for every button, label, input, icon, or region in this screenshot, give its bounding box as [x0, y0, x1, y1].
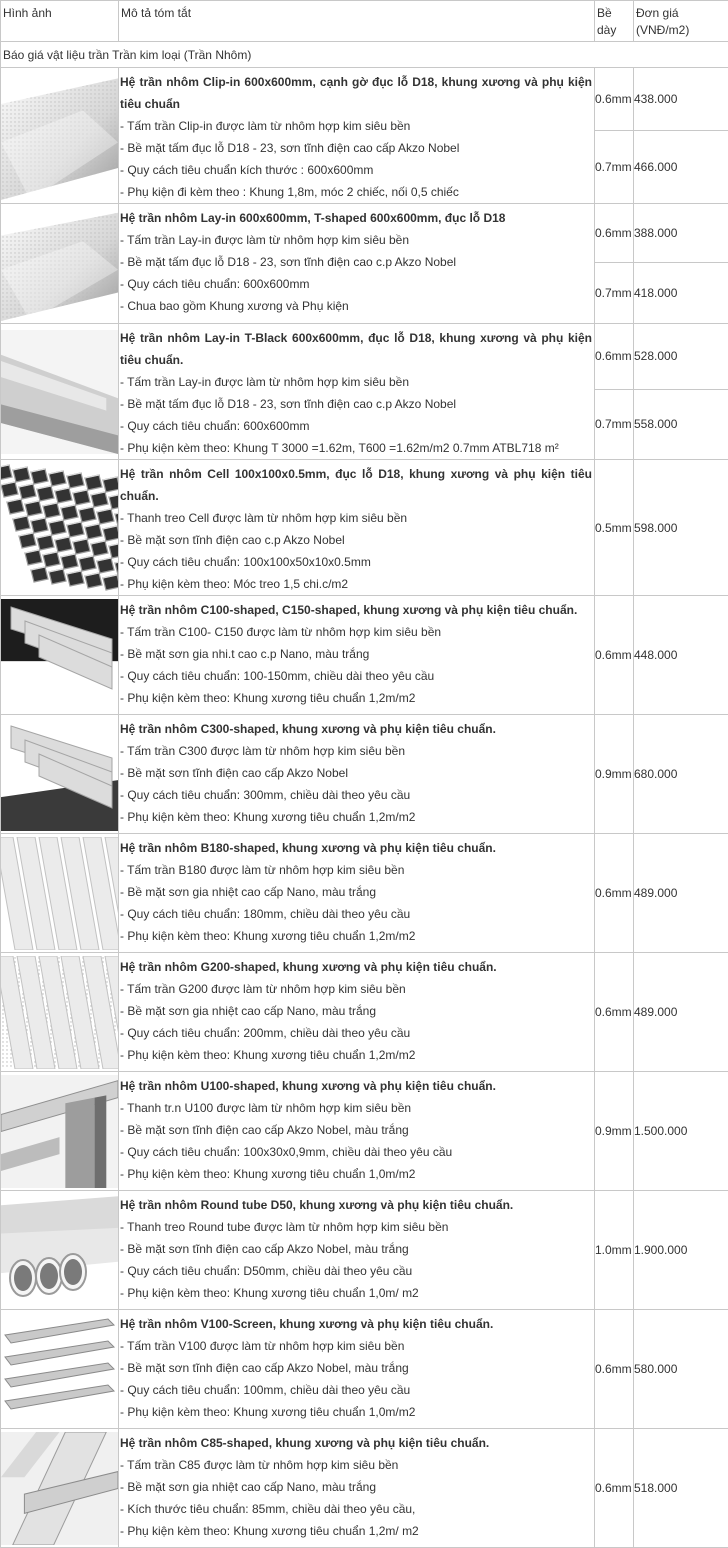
product-spec-line: - Tấm trần B180 được làm từ nhôm hợp kim siêu bền — [120, 859, 594, 881]
product-spec-line: - Phụ kiện kèm theo: Khung xương tiêu chuẩn 1,0m/ m2 — [120, 1282, 594, 1304]
product-image — [1, 718, 118, 831]
product-row — [1, 715, 728, 834]
product-image-cell — [1, 834, 119, 953]
price-cell: 418.000 — [634, 263, 728, 324]
product-spec-line: - Quy cách tiêu chuẩn: 100x30x0,9mm, chiều dài theo yêu cầu — [120, 1141, 594, 1163]
product-description — [119, 715, 595, 834]
product-image-cell — [1, 460, 119, 596]
product-title: Hệ trần nhôm V100-Screen, khung xương và phụ kiện tiêu chuẩn. — [120, 1313, 594, 1335]
product-image — [1, 837, 118, 950]
product-spec-line: - Quy cách tiêu chuẩn kích thước : 600x600mm — [120, 159, 594, 181]
product-spec-line: - Quy cách tiêu chuẩn: 600x600mm — [120, 273, 594, 295]
header-row — [1, 1, 728, 42]
price-cell: 489.000 — [634, 834, 728, 953]
price-cell: 388.000 — [634, 204, 728, 263]
thickness-cell: 0.6mm — [595, 1310, 634, 1429]
thickness-cell: 0.9mm — [595, 715, 634, 834]
product-title: Hệ trần nhôm C100-shaped, C150-shaped, khung xương và phụ kiện tiêu chuẩn. — [120, 599, 594, 621]
product-spec-line: - Bề mặt tấm đục lỗ D18 - 23, sơn tĩnh điện cao cấp Akzo Nobel — [120, 137, 594, 159]
product-spec-line: - Tấm trần V100 được làm từ nhôm hợp kim siêu bền — [120, 1335, 594, 1357]
product-image — [1, 207, 118, 321]
product-spec-line: - Phụ kiện kèm theo: Khung xương tiêu chuẩn 1,2m/m2 — [120, 925, 594, 947]
product-image-cell — [1, 324, 119, 460]
product-title: Hệ trần nhôm Lay-in T-Black 600x600mm, đục lỗ D18, khung xương và phụ kiện tiêu chuẩn. — [120, 327, 594, 371]
product-image-cell — [1, 1072, 119, 1191]
product-title: Hệ trần nhôm Clip-in 600x600mm, cạnh gờ đục lỗ D18, khung xương và phụ kiện tiêu chuẩn — [120, 71, 594, 115]
product-description — [119, 953, 595, 1072]
product-title: Hệ trần nhôm Lay-in 600x600mm, T-shaped 600x600mm, đục lỗ D18 — [120, 207, 594, 229]
product-description — [119, 1191, 595, 1310]
product-spec-line: - Phụ kiện kèm theo: Khung xương tiêu chuẩn 1,2m/m2 — [120, 806, 594, 828]
product-image-cell — [1, 715, 119, 834]
product-row — [1, 460, 728, 596]
product-spec-line: - Phụ kiện kèm theo: Khung xương tiêu chuẩn 1,2m/m2 — [120, 687, 594, 709]
thickness-cell: 0.9mm — [595, 1072, 634, 1191]
product-spec-line: - Phụ kiện kèm theo: Khung xương tiêu chuẩn 1,2m/ m2 — [120, 1520, 594, 1542]
header-description: Mô tả tóm tắt — [119, 1, 595, 42]
price-cell: 598.000 — [634, 460, 728, 596]
product-title: Hệ trần nhôm C85-shaped, khung xương và phụ kiện tiêu chuẩn. — [120, 1432, 594, 1454]
product-spec-line: - Tấm trần C85 được làm từ nhôm hợp kim siêu bền — [120, 1454, 594, 1476]
price-cell: 438.000 — [634, 68, 728, 131]
product-image — [1, 956, 118, 1069]
product-spec-line: - Bề mặt sơn gia nhi.t cao c.p Nano, màu trắng — [120, 643, 594, 665]
thickness-cell: 0.6mm — [595, 204, 634, 263]
product-spec-line: - Bề mặt sơn tĩnh điện cao cấp Akzo Nobel — [120, 762, 594, 784]
product-spec-line: - Tấm trần Lay-in được làm từ nhôm hợp kim siêu bền — [120, 371, 594, 393]
product-image — [1, 1075, 118, 1188]
thickness-cell: 0.6mm — [595, 1429, 634, 1548]
section-title: Báo giá vật liệu trần Trần kim loại (Trần Nhôm) — [1, 42, 728, 68]
product-row — [1, 834, 728, 953]
product-description — [119, 1072, 595, 1191]
price-cell: 1.900.000 — [634, 1191, 728, 1310]
product-row — [1, 204, 728, 263]
product-row — [1, 1310, 728, 1429]
product-spec-line: - Bề mặt sơn tĩnh điện cao cấp Akzo Nobel, màu trắng — [120, 1119, 594, 1141]
product-spec-line: - Quy cách tiêu chuẩn: 300mm, chiều dài theo yêu cầu — [120, 784, 594, 806]
price-cell: 528.000 — [634, 324, 728, 390]
product-description — [119, 68, 595, 204]
product-row — [1, 596, 728, 715]
product-image-cell — [1, 1191, 119, 1310]
thickness-cell: 0.5mm — [595, 460, 634, 596]
product-spec-line: - Thanh treo Round tube được làm từ nhôm hợp kim siêu bền — [120, 1216, 594, 1238]
product-image-cell — [1, 1429, 119, 1548]
section-row — [1, 42, 728, 68]
product-spec-line: - Bề mặt sơn tĩnh điện cao cấp Akzo Nobel, màu trắng — [120, 1238, 594, 1260]
product-description — [119, 324, 595, 460]
thickness-cell: 0.6mm — [595, 324, 634, 390]
product-image-cell — [1, 204, 119, 324]
product-spec-line: - Tấm trần G200 được làm từ nhôm hợp kim siêu bền — [120, 978, 594, 1000]
product-spec-line: - Kích thước tiêu chuẩn: 85mm, chiều dài theo yêu cầu, — [120, 1498, 594, 1520]
thickness-cell: 0.6mm — [595, 834, 634, 953]
product-image-cell — [1, 1310, 119, 1429]
product-spec-line: - Quy cách tiêu chuẩn: 600x600mm — [120, 415, 594, 437]
product-spec-line: - Chua bao gồm Khung xương và Phụ kiện — [120, 295, 594, 317]
product-spec-line: - Phụ kiện kèm theo: Khung xương tiêu chuẩn 1,2m/m2 — [120, 1044, 594, 1066]
product-description — [119, 204, 595, 324]
product-title: Hệ trần nhôm B180-shaped, khung xương và phụ kiện tiêu chuẩn. — [120, 837, 594, 859]
product-image — [1, 1432, 118, 1545]
product-row — [1, 324, 728, 390]
thickness-cell: 0.7mm — [595, 263, 634, 324]
product-spec-line: - Bề mặt sơn gia nhiệt cao cấp Nano, màu trắng — [120, 1000, 594, 1022]
product-spec-line: - Bề mặt sơn gia nhiệt cao cấp Nano, màu trắng — [120, 1476, 594, 1498]
header-image: Hình ảnh — [1, 1, 119, 42]
product-description — [119, 460, 595, 596]
product-spec-line: - Thanh tr.n U100 được làm từ nhôm hợp kim siêu bền — [120, 1097, 594, 1119]
price-cell: 448.000 — [634, 596, 728, 715]
product-spec-line: - Thanh treo Cell được làm từ nhôm hợp kim siêu bền — [120, 507, 594, 529]
product-title: Hệ trần nhôm Cell 100x100x0.5mm, đục lỗ D18, khung xương và phụ kiện tiêu chuẩn. — [120, 463, 594, 507]
product-row — [1, 1191, 728, 1310]
thickness-cell: 0.7mm — [595, 130, 634, 203]
product-spec-line: - Bề mặt sơn gia nhiệt cao cấp Nano, màu trắng — [120, 881, 594, 903]
product-image — [1, 464, 118, 591]
product-title: Hệ trần nhôm U100-shaped, khung xương và phụ kiện tiêu chuẩn. — [120, 1075, 594, 1097]
product-spec-line: - Quy cách tiêu chuẩn: 100x100x50x10x0.5mm — [120, 551, 594, 573]
product-row — [1, 1429, 728, 1548]
thickness-cell: 0.6mm — [595, 596, 634, 715]
product-title: Hệ trần nhôm C300-shaped, khung xương và phụ kiện tiêu chuẩn. — [120, 718, 594, 740]
product-spec-line: - Tấm trần C300 được làm từ nhôm hợp kim siêu bền — [120, 740, 594, 762]
product-title: Hệ trần nhôm Round tube D50, khung xương và phụ kiện tiêu chuẩn. — [120, 1194, 594, 1216]
product-image — [1, 1194, 118, 1307]
product-spec-line: - Quy cách tiêu chuẩn: 100mm, chiều dài theo yêu cầu — [120, 1379, 594, 1401]
thickness-cell: 0.6mm — [595, 68, 634, 131]
product-spec-line: - Phụ kiện kèm theo: Móc treo 1,5 chi.c/m2 — [120, 573, 594, 595]
product-image — [1, 330, 118, 454]
header-thickness: Bề dày — [595, 1, 634, 42]
price-cell: 580.000 — [634, 1310, 728, 1429]
product-row — [1, 1072, 728, 1191]
product-description — [119, 596, 595, 715]
product-spec-line: - Quy cách tiêu chuẩn: D50mm, chiều dài theo yêu cầu — [120, 1260, 594, 1282]
product-spec-line: - Bề mặt sơn tĩnh điện cao cấp Akzo Nobel, màu trắng — [120, 1357, 594, 1379]
product-row — [1, 953, 728, 1072]
header-price: Đơn giá (VNĐ/m2) — [634, 1, 728, 42]
thickness-cell: 1.0mm — [595, 1191, 634, 1310]
product-image-cell — [1, 953, 119, 1072]
price-cell: 518.000 — [634, 1429, 728, 1548]
product-title: Hệ trần nhôm G200-shaped, khung xương và phụ kiện tiêu chuẩn. — [120, 956, 594, 978]
product-row — [1, 68, 728, 131]
product-image — [1, 599, 118, 712]
price-cell: 558.000 — [634, 389, 728, 459]
product-description — [119, 834, 595, 953]
product-spec-line: - Phụ kiện đi kèm theo : Khung 1,8m, móc 2 chiếc, nối 0,5 chiếc — [120, 181, 594, 203]
product-spec-line: - Tấm trần Clip-in được làm từ nhôm hợp kim siêu bền — [120, 115, 594, 137]
product-spec-line: - Phụ kiện kèm theo: Khung xương tiêu chuẩn 1,0m/m2 — [120, 1163, 594, 1185]
product-spec-line: - Quy cách tiêu chuẩn: 100-150mm, chiều dài theo yêu cầu — [120, 665, 594, 687]
price-cell: 489.000 — [634, 953, 728, 1072]
price-cell: 680.000 — [634, 715, 728, 834]
product-spec-line: - Phụ kiện kèm theo: Khung T 3000 =1.62m, T600 =1.62m/m2 0.7mm ATBL718 m² — [120, 437, 594, 459]
product-spec-line: - Phụ kiện kèm theo: Khung xương tiêu chuẩn 1,0m/m2 — [120, 1401, 594, 1423]
product-image — [1, 1313, 118, 1426]
price-cell: 1.500.000 — [634, 1072, 728, 1191]
product-spec-line: - Bề mặt tấm đục lỗ D18 - 23, sơn tĩnh điện cao c.p Akzo Nobel — [120, 393, 594, 415]
product-image-cell — [1, 68, 119, 204]
product-image-cell — [1, 596, 119, 715]
thickness-cell: 0.6mm — [595, 953, 634, 1072]
product-description — [119, 1429, 595, 1548]
thickness-cell: 0.7mm — [595, 389, 634, 459]
price-cell: 466.000 — [634, 130, 728, 203]
product-spec-line: - Quy cách tiêu chuẩn: 180mm, chiều dài theo yêu cầu — [120, 903, 594, 925]
product-description — [119, 1310, 595, 1429]
product-spec-line: - Tấm trần C100- C150 được làm từ nhôm hợp kim siêu bền — [120, 621, 594, 643]
product-image — [1, 72, 118, 200]
product-spec-line: - Bề mặt tấm đục lỗ D18 - 23, sơn tĩnh điện cao c.p Akzo Nobel — [120, 251, 594, 273]
product-spec-line: - Bề mặt sơn tĩnh điện cao c.p Akzo Nobel — [120, 529, 594, 551]
product-spec-line: - Tấm trần Lay-in được làm từ nhôm hợp kim siêu bền — [120, 229, 594, 251]
product-spec-line: - Quy cách tiêu chuẩn: 200mm, chiều dài theo yêu cầu — [120, 1022, 594, 1044]
